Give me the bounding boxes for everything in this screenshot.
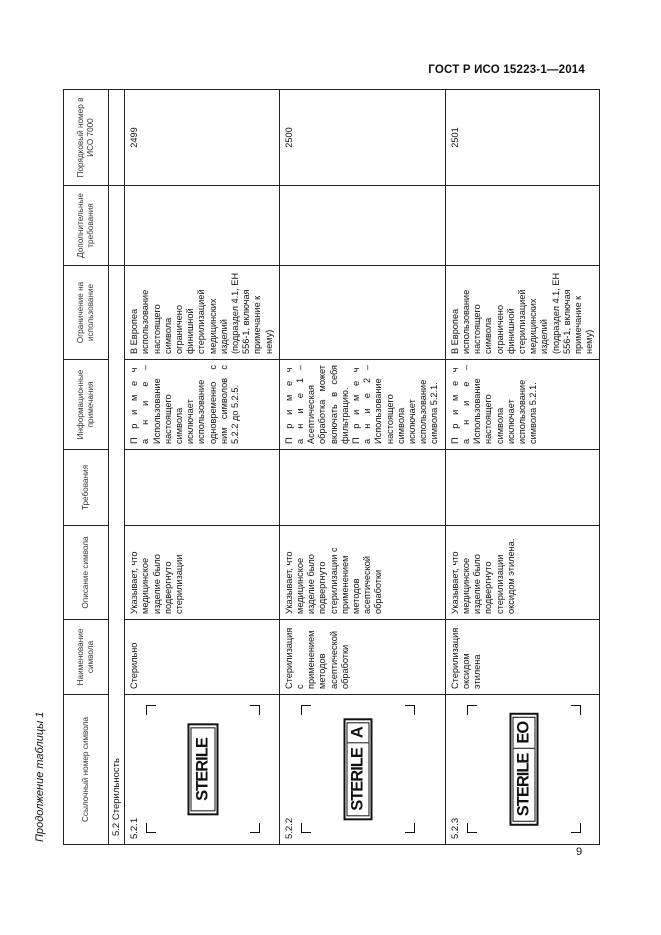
sterile-eo-icon: STERILE EO [509, 713, 538, 827]
ref-cell [125, 695, 280, 845]
table-row [279, 90, 445, 845]
rotated-table-container [63, 90, 595, 845]
table-row [445, 90, 600, 845]
requirements [445, 450, 600, 526]
restriction: В Европеа использование настоящего символа ограничено финишной стерилизацией медицинских изделий (подраздел 4.1, ЕН 556-1, включая примечание к нему) [125, 266, 280, 360]
col-header-notes: Информационные примечания [64, 360, 109, 450]
sterile-symbol [144, 704, 262, 836]
iso7000-number: 2500 [279, 90, 445, 186]
ref-number: 5.2.1 [129, 817, 141, 839]
sterile-icon: STERILE [188, 723, 219, 816]
informational-note: П р и м е ч а н и е 1 – Асептическая обработка может включать в себя фильтрацию. П р и м е ч а н и е 2 – Использование настоящего символа исключает использование символа 5.2.1. [279, 360, 445, 450]
sterile-a-icon: STERILE A [344, 718, 373, 821]
symbol-description: Указывает, что медицинское изделие было подвергнуто стерилизации с применением методов асептической обработки [279, 526, 445, 620]
col-header-ref: Ссылочный номер символа [64, 695, 109, 845]
page-number: 9 [576, 846, 583, 858]
symbols-table [63, 89, 600, 845]
restriction [279, 266, 445, 360]
col-header-restriction: Ограничение на использование [64, 266, 109, 360]
table-row [125, 90, 280, 845]
symbol-name: Стерилизация оксидом этилена [445, 620, 600, 695]
additional-requirements [125, 186, 280, 266]
table-continued-caption: Продолжение таблицы 1 [34, 711, 46, 842]
symbol-description: Указывает, что медицинское изделие было подвергнуто стерилизации оксидом этилена. [445, 526, 600, 620]
iso7000-number: 2501 [445, 90, 600, 186]
table-header-row [64, 90, 109, 845]
symbol-name: Стерилизация с применением методов асептической обработки [279, 620, 445, 695]
col-header-description: Описание символа [64, 526, 109, 620]
col-header-iso7000: Порядковый номер в ИСО 7000 [64, 90, 109, 186]
restriction: В Европеа использование настоящего символа ограничено финишной стерилизацией медицинских изделий (подраздел 4.1, ЕН 556-1, включая примечание к нему) [445, 266, 600, 360]
requirements [125, 450, 280, 526]
informational-note: П р и м е ч а н и е – Использование настоящего символа исключает использование одновременно с ним символов с 5.2.2 до 5.2.5. [125, 360, 280, 450]
col-header-requirements: Требования [64, 450, 109, 526]
document-id: ГОСТ Р ИСО 15223-1—2014 [428, 64, 585, 76]
col-header-additional: Дополнительные требования [64, 186, 109, 266]
ref-cell [445, 695, 600, 845]
section-row [109, 90, 125, 845]
col-header-name: Наименование символа [64, 620, 109, 695]
symbol-name: Стерильно [125, 620, 280, 695]
requirements [279, 450, 445, 526]
sterile-a-symbol [299, 704, 417, 836]
iso7000-number: 2499 [125, 90, 280, 186]
section-title: 5.2 Стерильность [109, 266, 125, 845]
ref-number: 5.2.3 [449, 817, 461, 839]
additional-requirements [279, 186, 445, 266]
sterile-eo-symbol [465, 704, 583, 836]
ref-cell [279, 695, 445, 845]
symbol-description: Указывает, что медицинское изделие было подвергнуто стерилизации [125, 526, 280, 620]
additional-requirements [445, 186, 600, 266]
ref-number: 5.2.2 [283, 817, 295, 839]
informational-note: П р и м е ч а н и е – Использование настоящего символа исключает использование символа 5.2.1. [445, 360, 600, 450]
